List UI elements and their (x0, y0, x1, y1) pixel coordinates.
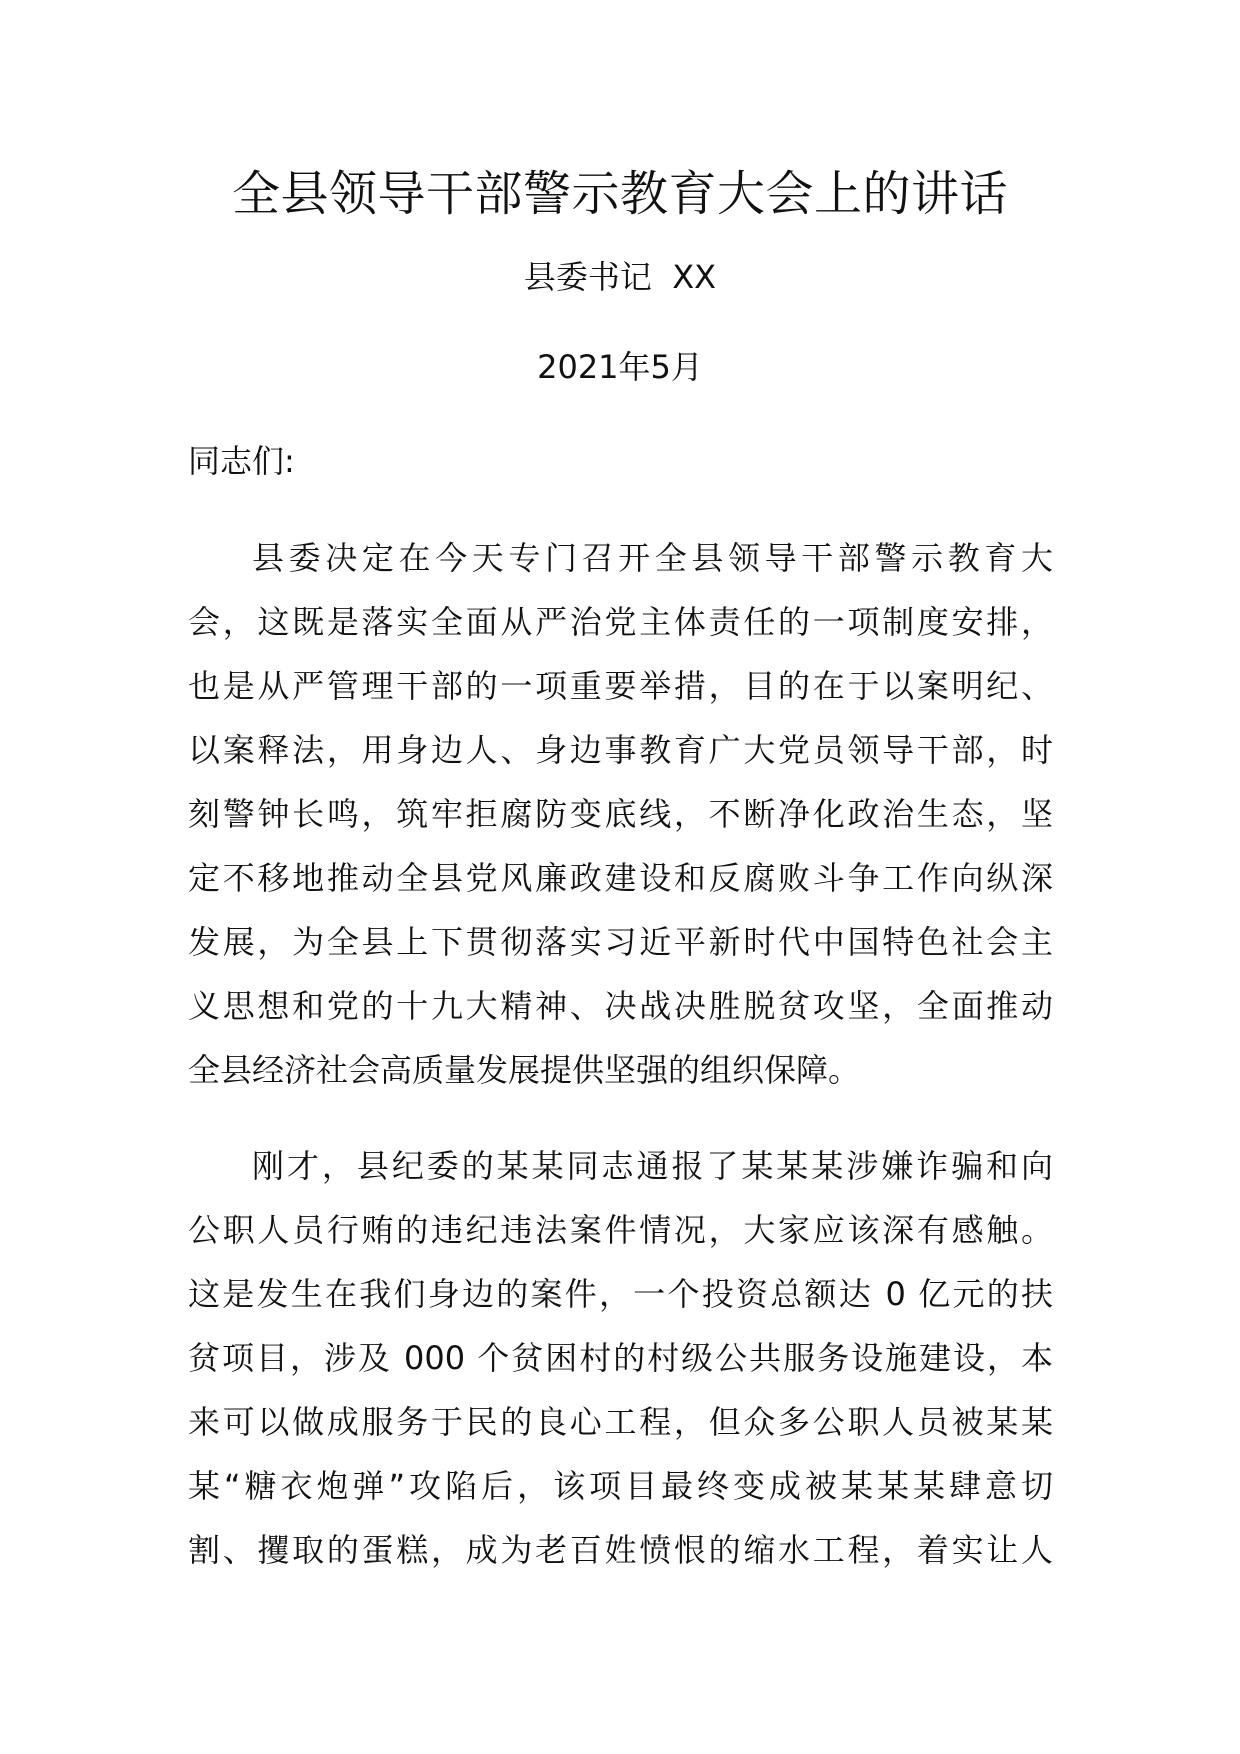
document-author: 县委书记 XX (523, 258, 717, 296)
paragraph-line: 定不移地推动全县党风廉政建设和反腐败斗争工作向纵深 (188, 859, 1053, 897)
paragraph-line: 割、攫取的蛋糕，成为老百姓愤恨的缩水工程，着实让人 (188, 1531, 1053, 1569)
paragraph-line: 公职人员行贿的违纪违法案件情况，大家应该深有感触。 (188, 1211, 1053, 1249)
paragraph-line: 某“糖衣炮弹”攻陷后，该项目最终变成被某某某肆意切 (188, 1467, 1053, 1505)
paragraph-line: 刻警钟长鸣，筑牢拒腐防变底线，不断净化政治生态，坚 (188, 795, 1053, 833)
paragraph-line: 会，这既是落实全面从严治党主体责任的一项制度安排， (188, 603, 1053, 641)
salutation: 同志们: (188, 442, 295, 480)
paragraph-line: 刚才，县纪委的某某同志通报了某某某涉嫌诈骗和向 (252, 1147, 1053, 1185)
paragraph-line: 发展，为全县上下贯彻落实习近平新时代中国特色社会主 (188, 923, 1053, 961)
paragraph-line: 义思想和党的十九大精神、决战决胜脱贫攻坚，全面推动 (188, 987, 1053, 1025)
document-title: 全县领导干部警示教育大会上的讲话 (231, 166, 1008, 222)
paragraph-line: 县委决定在今天专门召开全县领导干部警示教育大 (252, 539, 1053, 577)
paragraph-line: 来可以做成服务于民的良心工程，但众多公职人员被某某 (188, 1403, 1053, 1441)
document-date: 2021年5月 (537, 348, 703, 386)
paragraph-line: 以案释法，用身边人、身边事教育广大党员领导干部，时 (188, 731, 1053, 769)
paragraph-line: 也是从严管理干部的一项重要举措，目的在于以案明纪、 (188, 667, 1053, 705)
paragraph-2 (188, 1134, 1053, 1582)
paragraph-line: 全县经济社会高质量发展提供坚强的组织保障。 (188, 1051, 861, 1089)
paragraph-line: 这是发生在我们身边的案件，一个投资总额达 0 亿元的扶 (188, 1275, 1053, 1313)
paragraph-1 (188, 526, 1053, 1102)
paragraph-line: 贫项目，涉及 000 个贫困村的村级公共服务设施建设，本 (188, 1339, 1053, 1377)
